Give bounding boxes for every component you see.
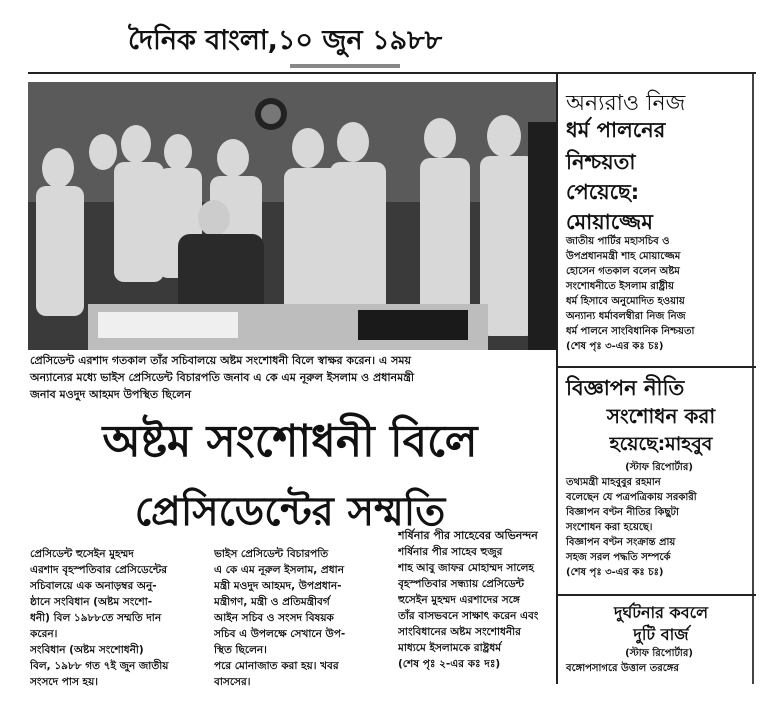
story-line: ভাইস প্রেসিডেন্ট বিচারপতি <box>214 548 329 560</box>
story-line: হোসেন গতকাল বলেন অষ্টম <box>566 266 680 277</box>
side-headline-1b: ধর্ম পালনের <box>566 118 666 142</box>
story-line: তথ্যমন্ত্রী মাহবুবুর রহমান <box>566 477 661 488</box>
side-story-2-body <box>566 460 752 588</box>
story-line: হুসেইন মুহম্মদ এরশাদের সঙ্গে <box>398 594 520 606</box>
story-line: স্থিত ছিলেন। <box>214 644 267 656</box>
story-line: এরশাদ বৃহস্পতিবার প্রেসিডেন্টের <box>30 564 168 576</box>
story-line: জাতীয় পার্টির মহাসচিব ও <box>566 236 670 247</box>
story-line: আইন সচিব ও সংসদ বিষয়ক <box>214 612 334 624</box>
side-headline-1d: পেয়েছে: <box>566 180 640 204</box>
continuation-note: (শেষ পৃঃ ২-এর কঃ দঃ) <box>398 658 501 670</box>
side-story-1-body <box>566 234 752 364</box>
byline: (স্টাফ রিপোর্টার) <box>625 462 693 473</box>
story-line: শর্ষিনার পীর সাহেব হুজুর <box>398 546 503 558</box>
story-line: শাহ আবু জাফর মোহাম্মদ সালেহ <box>398 562 534 574</box>
caption-line: অন্যান্যের মধ্যে ভাইস প্রেসিডেন্ট বিচারপতি জনাব এ কে এম নূরুল ইসলাম ও প্রধানমন্ত্রী <box>30 371 415 384</box>
story-line: সচিবালয়ে এক অনাড়ম্বর অনু- <box>30 580 157 592</box>
story-column-3 <box>398 528 556 688</box>
continuation-note: (শেষ পৃঃ ৩-এর কঃ চঃ) <box>566 567 664 578</box>
story-line: বৃহস্পতিবার সন্ধ্যায় প্রেসিডেন্ট <box>398 578 525 590</box>
main-headline-line2: প্রেসিডেন্টের সম্মতি <box>134 489 446 535</box>
story-column-2 <box>214 546 394 686</box>
side-headline-2a: বিজ্ঞাপন নীতি <box>566 376 685 400</box>
main-headline-line1: অষ্টম সংশোধনী বিলে <box>102 416 478 467</box>
caption-line: জনাব মওদুদ আহমদ উপস্থিত ছিলেন <box>30 388 192 401</box>
photo-illustration <box>28 82 556 350</box>
story-column-1 <box>30 546 190 686</box>
story-line: অন্যান্য ধর্মাবলম্বীরা নিজ নিজ <box>566 311 686 322</box>
story-line: পরে মোনাজাত করা হয়। খবর <box>214 660 339 672</box>
story-line: সংশোধন করা হয়েছে। <box>566 522 653 533</box>
story-line: বাসসের। <box>214 676 251 686</box>
story-line: প্রেসিডেন্ট হুসেইন মুহম্মদ <box>30 548 134 560</box>
masthead-fragment <box>290 64 400 68</box>
story-line: বিজ্ঞাপন বণ্টন সংক্রান্ত প্রায় <box>566 537 676 548</box>
news-photo <box>28 82 556 350</box>
story-line: ধর্ম পালনে সাংবিধানিক নিশ্চয়তা <box>566 326 695 337</box>
section-rule <box>558 594 756 596</box>
story-line: সাংবিধানের অষ্টম সংশোধনীর <box>398 626 521 638</box>
story-line: ষ্ঠানে সংবিধান (অষ্টম সংশো- <box>30 596 153 608</box>
story-line: ধনী) বিল ১৯৮৮তে সম্মতি দান <box>30 612 162 624</box>
story-line: বলেছেন যে পত্রপত্রিকায় সরকারী <box>566 492 697 503</box>
story-line: বঙ্গোপসাগরে উত্তাল তরঙ্গের <box>566 663 679 674</box>
top-rule <box>28 72 756 74</box>
story-line: বিজ্ঞাপন বণ্টন নীতির কিছুটা <box>566 507 679 518</box>
story-line: বিল, ১৯৮৮ গত ৭ই জুন জাতীয় <box>30 660 169 672</box>
column-divider <box>556 74 558 684</box>
story-line: মন্ত্রীগণ, মন্ত্রী ও প্রতিমন্ত্রীবর্গ <box>214 596 330 608</box>
story-line: সহজ সরল পদ্ধতি সম্পর্কে <box>566 552 671 563</box>
story-line: ধর্ম হিসাবে অনুমোদিত হওয়ায় <box>566 296 685 307</box>
side-headline-2c: হয়েছে:মাহবুব <box>609 433 713 455</box>
side-headline-2b: সংশোধন করা <box>606 404 716 428</box>
story-line: মাধ্যমে ইসলামকে রাষ্ট্রধর্ম <box>398 642 502 654</box>
continuation-note: (শেষ পৃঃ ৩-এর কঃ চঃ) <box>566 341 664 352</box>
side-headline-1c: নিশ্চয়তা <box>566 150 636 174</box>
story-line: সংবিধান (অষ্টম সংশোধনী) <box>30 644 144 656</box>
caption-line: প্রেসিডেন্ট এরশাদ গতকাল তাঁর সচিবালয়ে অষ্টম সংশোধনী বিলে স্বাক্ষর করেন। এ সময় <box>30 354 411 367</box>
story-line: এ কে এম নূরুল ইসলাম, প্রধান <box>214 564 344 576</box>
story-line: উপপ্রধানমন্ত্রী শাহ মোয়াজ্জেম <box>566 251 681 262</box>
column-subhead: শর্ষিনার পীর সাহেবের অভিনন্দন <box>398 529 538 542</box>
story-line: সচিব এ উপলক্ষে সেখানে উপ- <box>214 628 346 640</box>
section-rule <box>558 366 756 368</box>
side-headline-1e: মোয়াজ্জেম <box>566 210 653 234</box>
story-line: করেন। <box>30 628 58 640</box>
byline: (স্টাফ রিপোর্টার) <box>625 648 693 659</box>
side-headline-3b: দুটি বার্জ <box>633 625 689 644</box>
story-line: সংসদে পাস হয়। <box>30 676 99 686</box>
photo-caption <box>30 352 552 404</box>
story-line: মন্ত্রী মওদুদ আহমদ, উপপ্রধান- <box>214 580 342 592</box>
side-headline-3a: দুর্ঘটনার কবলে <box>613 603 709 622</box>
side-story-3-body <box>566 646 752 686</box>
newspaper-date-header: দৈনিক বাংলা,১০ জুন ১৯৮৮ <box>128 25 443 56</box>
story-line: সংশোধনীতে ইসলাম রাষ্ট্রীয় <box>566 281 674 292</box>
side-headline-1a: অন্যরাও নিজ <box>566 91 686 116</box>
story-line: তাঁর বাসভবনে সাক্ষাৎ করেন এবং <box>398 610 539 622</box>
